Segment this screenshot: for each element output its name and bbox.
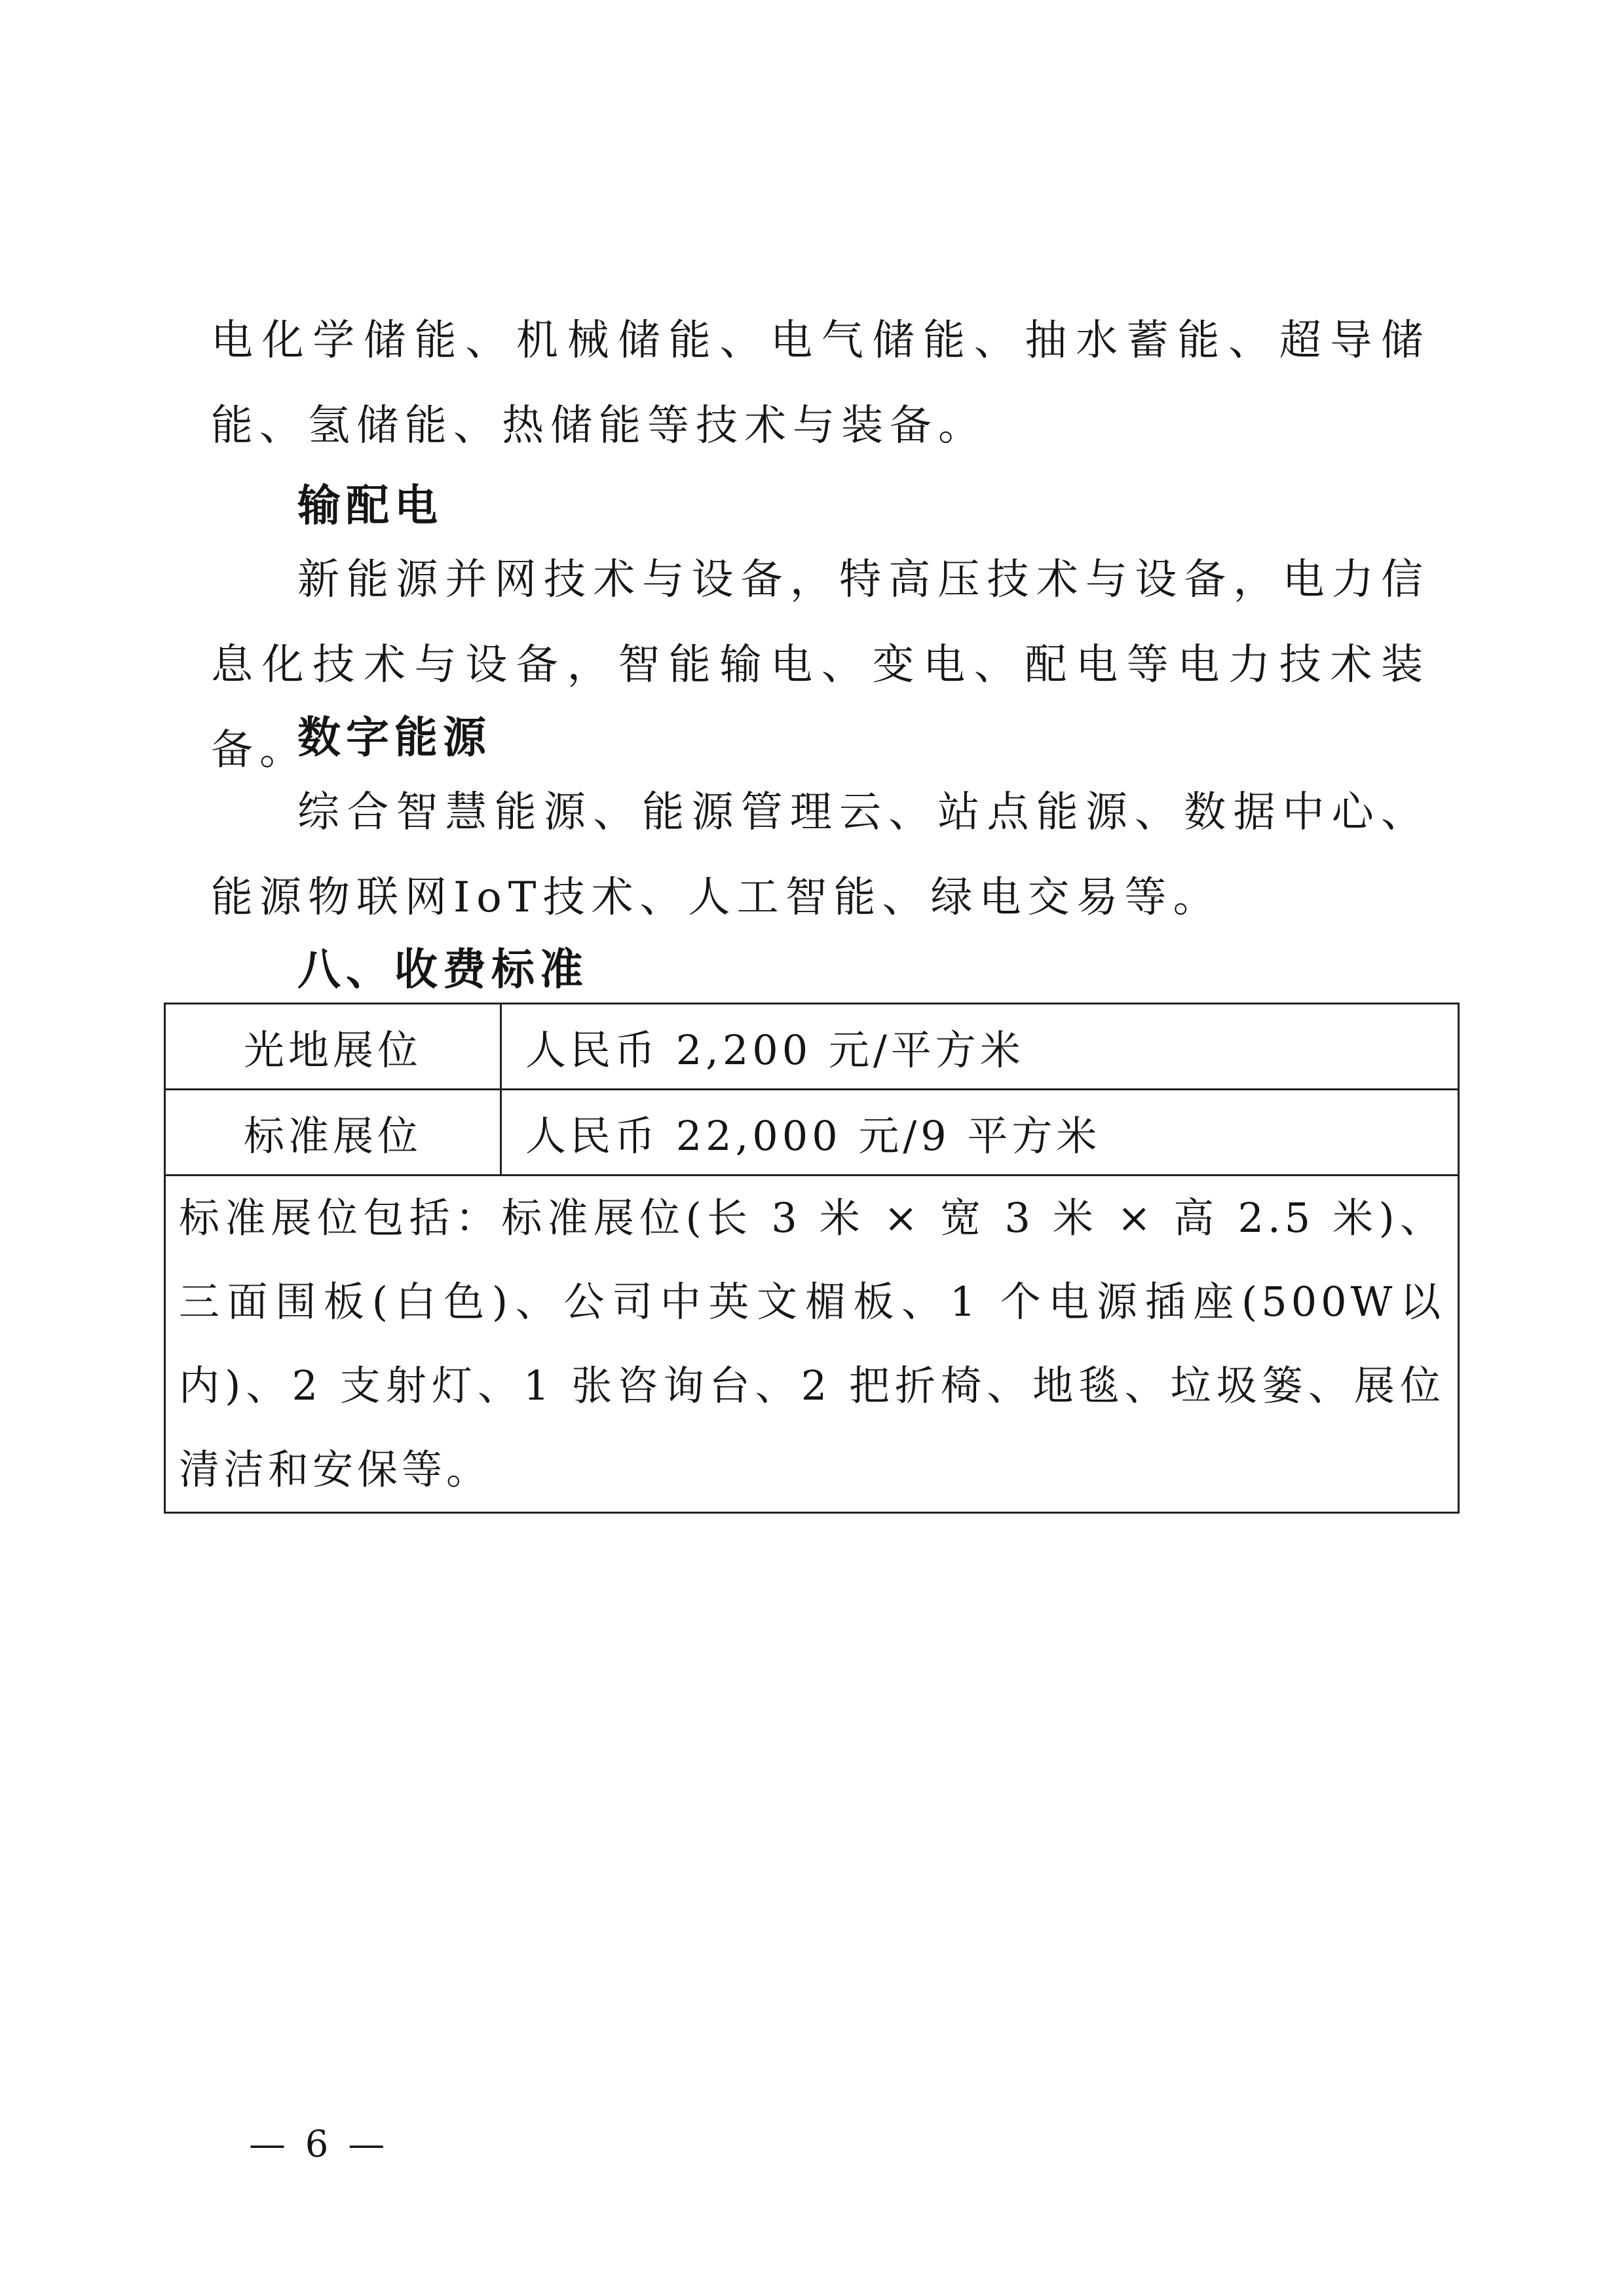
digital-energy-paragraph: 综合智慧能源、能源管理云、站点能源、数据中心、能源物联网IoT技术、人工智能、绿电交易等。	[211, 788, 1429, 922]
booth-type-cell: 标准展位	[165, 1090, 501, 1176]
booth-price-cell: 人民币 2,200 元/平方米	[501, 1004, 1459, 1090]
transmission-heading: 输配电	[297, 480, 443, 531]
transmission-paragraph: 新能源并网技术与设备，特高压技术与设备，电力信息化技术与设备，智能输电、变电、配电等电力技术装备。	[211, 556, 1429, 775]
standard-booth-note: 标准展位包括：标准展位(长 3 米 × 宽 3 米 × 高 2.5 米)、三面围板(白色)、公司中英文楣板、1 个电源插座(500W以内)、2 支射灯、1 张咨询台、2 把折椅、地毯、垃圾篓、展位清洁和安保等。	[165, 1176, 1459, 1513]
table-row	[165, 1004, 1459, 1090]
fee-table	[164, 1003, 1460, 1514]
digital-energy-heading: 数字能源	[297, 712, 491, 763]
page-number: — 6 —	[249, 2123, 389, 2166]
booth-type-cell: 光地展位	[165, 1004, 501, 1090]
table-row	[165, 1176, 1459, 1513]
fee-section-heading: 八、收费标准	[297, 944, 588, 995]
table-row	[165, 1090, 1459, 1176]
storage-paragraph: 电化学储能、机械储能、电气储能、抽水蓄能、超导储能、氢储能、热储能等技术与装备。	[211, 316, 1429, 450]
booth-price-cell: 人民币 22,000 元/9 平方米	[501, 1090, 1459, 1176]
